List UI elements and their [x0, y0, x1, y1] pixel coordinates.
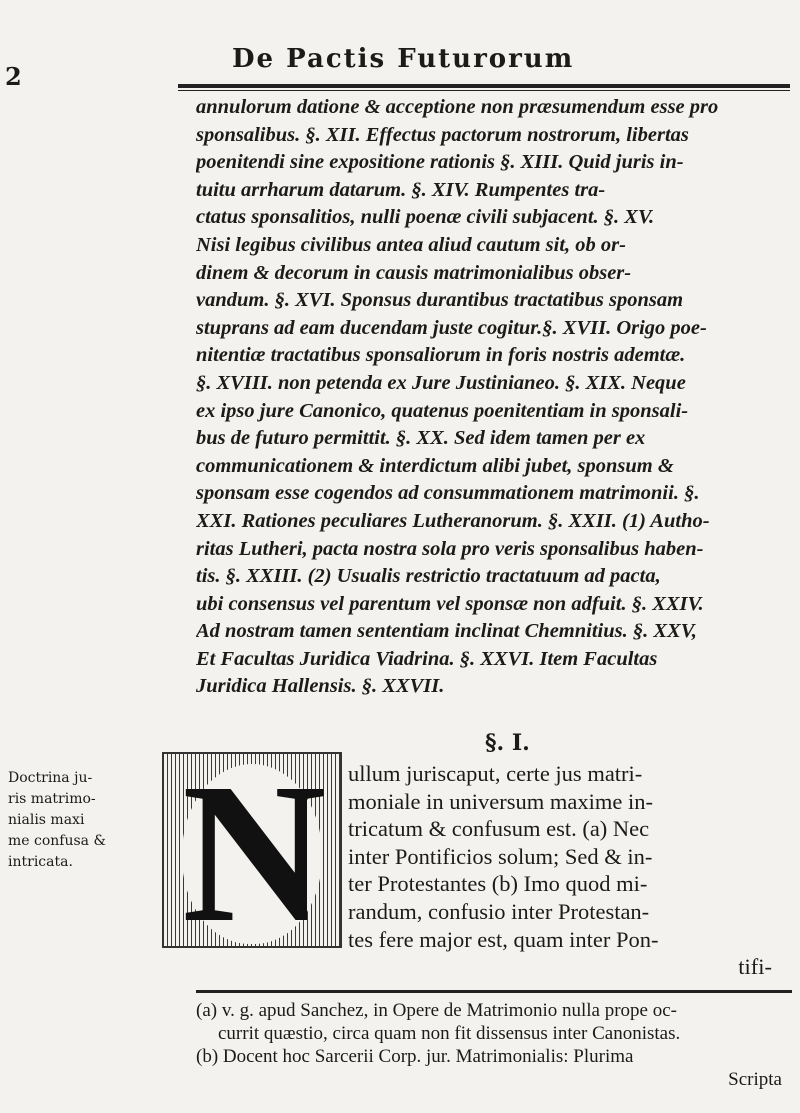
summary-line: XXI. Rationes peculiares Lutheranorum. §. XXII. (1) Autho-	[196, 509, 710, 532]
running-head: De Pactis Futurorum	[232, 44, 575, 74]
summary-line: stuprans ad eam ducendam juste cogitur.§. XVII. Origo poe-	[196, 316, 707, 339]
margin-note-line: ris matrimo-	[8, 791, 96, 807]
margin-note-line: Doctrina ju-	[8, 770, 93, 786]
page-number: 2	[5, 62, 22, 91]
footnote-line: (b) Docent hoc Sarcerii Corp. jur. Matrimonialis: Plurima	[196, 1046, 634, 1067]
margin-note-line: intricata.	[8, 854, 73, 870]
body-line: moniale in universum maxime in-	[348, 788, 653, 814]
body-line: randum, confusio inter Protestan-	[348, 898, 650, 924]
margin-note	[8, 768, 123, 873]
summary-line: communicationem & interdictum alibi jubet, sponsum &	[196, 454, 674, 477]
body-line: ullum juriscaput, certe jus matri-	[348, 761, 643, 786]
summary-line: §. XVIII. non petenda ex Jure Justinianeo. §. XIX. Neque	[196, 371, 686, 394]
summary-line: dinem & decorum in causis matrimonialibus obser-	[196, 261, 632, 284]
section-number: §. I.	[485, 730, 530, 756]
catchword: tifi-	[738, 954, 772, 980]
summary-line: Et Facultas Juridica Viadrina. §. XXVI. Item Facultas	[196, 647, 658, 670]
body-line: tricatum & confusum est. (a) Nec	[348, 816, 650, 842]
footnote-line: currit quæstio, circa quam non fit dissensus inter Canonistas.	[218, 1023, 681, 1044]
body-line: inter Pontificios solum; Sed & in-	[348, 843, 653, 869]
margin-note-line: me confusa &	[8, 833, 106, 849]
section-body	[348, 760, 792, 981]
footnote-line: (a) v. g. apud Sanchez, in Opere de Matrimonio nulla prope oc-	[196, 1000, 677, 1021]
initial-letter: N	[182, 743, 327, 964]
header-rule	[178, 84, 790, 88]
decorated-initial	[162, 743, 342, 964]
summary-line: nitentiæ tractatibus sponsaliorum in foris nostris ademtæ.	[196, 344, 686, 367]
footnote-block	[196, 990, 792, 1091]
summary-line: tis. §. XXIII. (2) Usualis restrictio tractatuum ad pacta,	[196, 565, 661, 588]
body-line: tes fere major est, quam inter Pon-	[348, 926, 659, 952]
summary-line: bus de futuro permittit. §. XX. Sed idem tamen per ex	[196, 427, 646, 450]
chapter-summary	[196, 94, 790, 701]
summary-line: vandum. §. XVI. Sponsus durantibus tractatibus sponsam	[196, 289, 684, 312]
summary-line: tuitu arrharum datarum. §. XIV. Rumpentes tra-	[196, 178, 606, 201]
body-line: ter Protestantes (b) Imo quod mi-	[348, 871, 648, 897]
summary-line: ubi consensus vel parentum vel sponsæ non adfuit. §. XXIV.	[196, 592, 704, 615]
summary-line: sponsam esse cogendos ad consummationem matrimonii. §.	[196, 482, 700, 505]
summary-line: Ad nostram tamen sententiam inclinat Chemnitius. §. XXV,	[196, 620, 697, 643]
footnote-line: Scripta	[728, 1069, 782, 1090]
summary-line: ritas Lutheri, pacta nostra sola pro veris sponsalibus haben-	[196, 537, 704, 560]
margin-note-line: nialis maxi	[8, 812, 85, 828]
summary-line: poenitendi sine expositione rationis §. XIII. Quid juris in-	[196, 151, 684, 174]
summary-line: Nisi legibus civilibus antea aliud cautum sit, ob or-	[196, 233, 626, 256]
summary-line: ctatus sponsalitios, nulli poenæ civili subjacent. §. XV.	[196, 206, 655, 229]
summary-line: ex ipso jure Canonico, quatenus poenitentiam in sponsali-	[196, 399, 689, 422]
summary-line: Juridica Hallensis. §. XXVII.	[196, 675, 445, 698]
summary-line: sponsalibus. §. XII. Effectus pactorum nostrorum, libertas	[196, 123, 689, 146]
summary-line: annulorum datione & acceptione non præsumendum esse pro	[196, 96, 719, 118]
